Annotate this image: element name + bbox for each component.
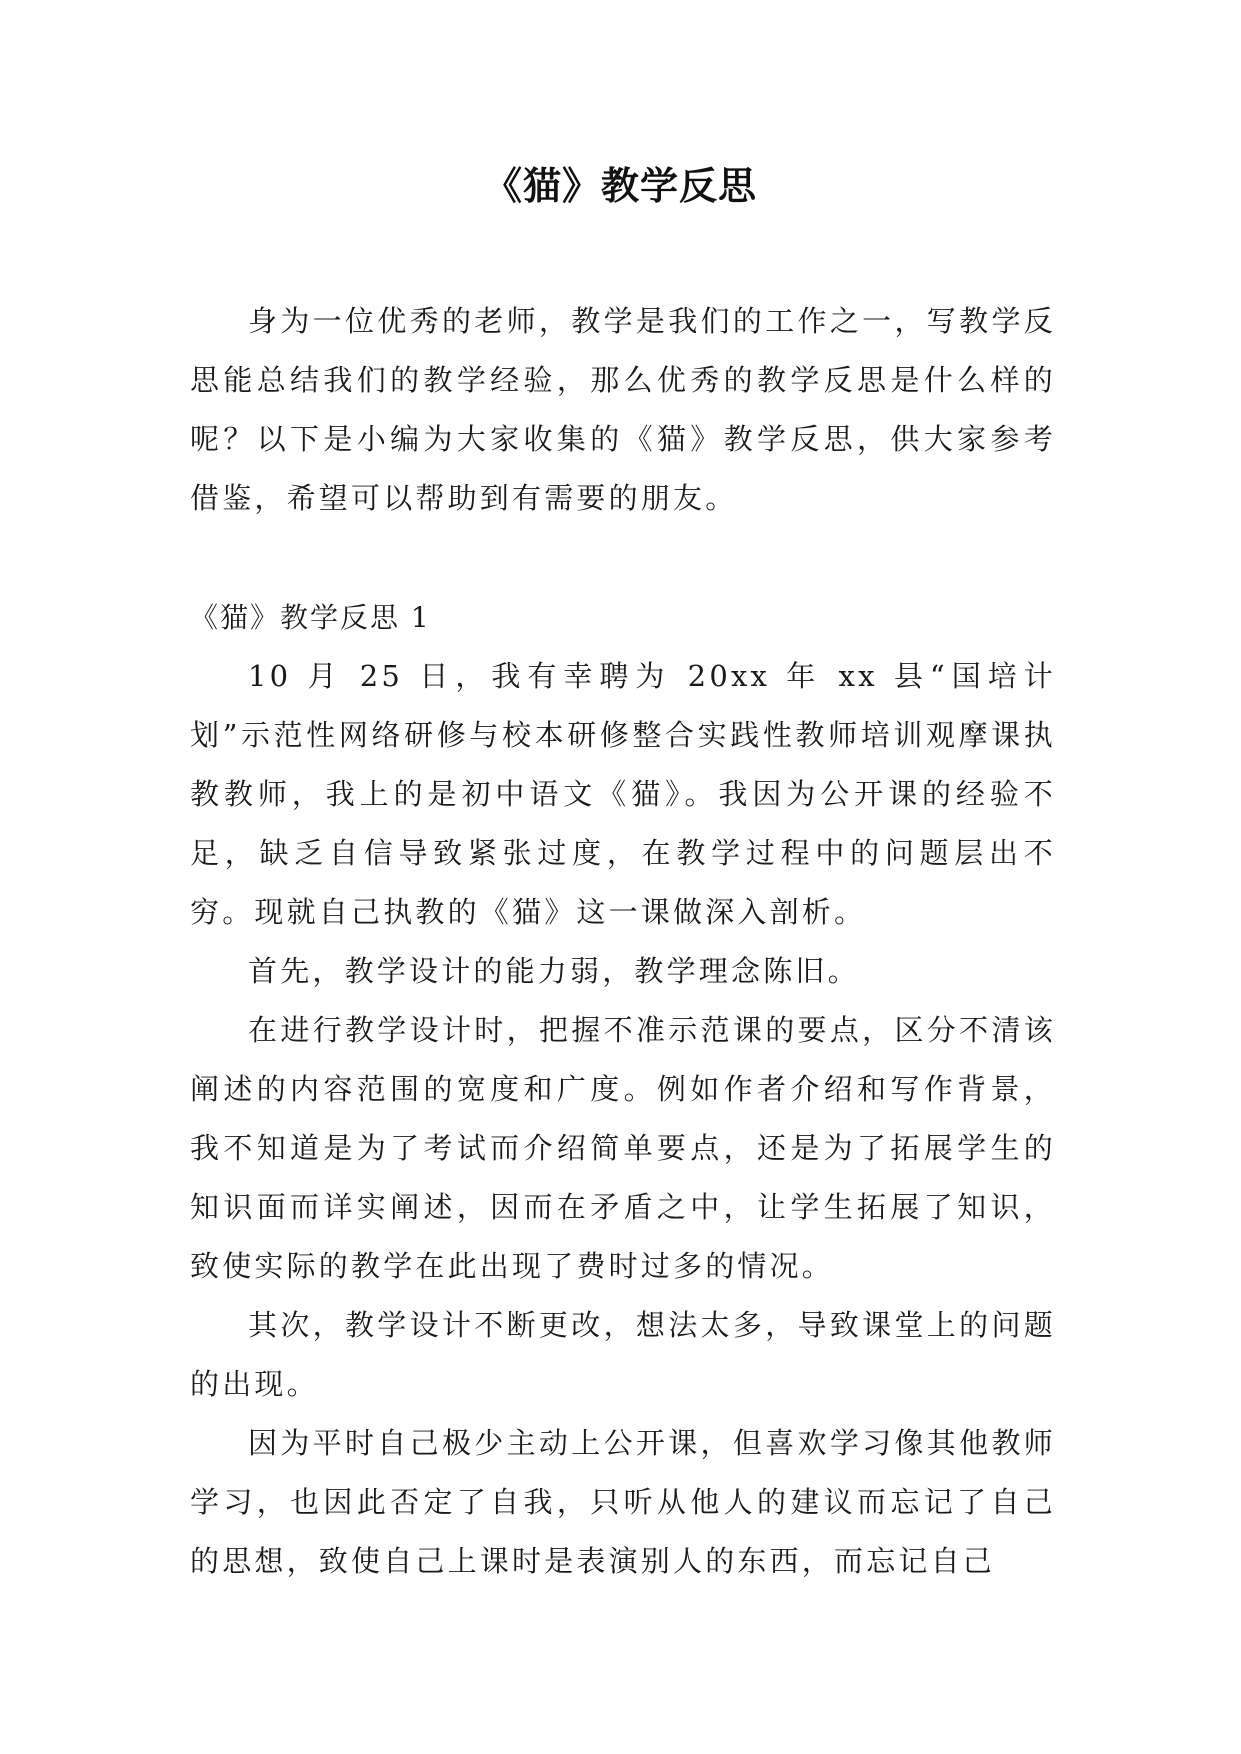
document-title: 《猫》教学反思 [483, 164, 757, 208]
body-paragraph: 其次，教学设计不断更改，想法太多，导致课堂上的问题的出现。 [190, 1308, 1056, 1401]
intro-paragraph: 身为一位优秀的老师，教学是我们的工作之一，写教学反思能总结我们的教学经验，那么优秀的教学反思是什么样的呢？以下是小编为大家收集的《猫》教学反思，供大家参考借鉴，希望可以帮助到有需要的朋友。 [190, 304, 1056, 515]
body-paragraph: 因为平时自己极少主动上公开课，但喜欢学习像其他教师学习，也因此否定了自我，只听从他人的建议而忘记了自己的思想，致使自己上课时是表演别人的东西，而忘记自己 [190, 1426, 1056, 1578]
section-heading: 《猫》教学反思 1 [190, 601, 431, 634]
body-paragraph: 首先，教学设计的能力弱，教学理念陈旧。 [248, 954, 860, 988]
document-body [190, 292, 1056, 1591]
body-paragraph: 在进行教学设计时，把握不准示范课的要点，区分不清该阐述的内容范围的宽度和广度。例如作者介绍和写作背景，我不知道是为了考试而介绍简单要点，还是为了拓展学生的知识面而详实阐述，因而在矛盾之中，让学生拓展了知识，致使实际的教学在此出现了费时过多的情况。 [190, 1013, 1056, 1283]
body-paragraph: 10 月 25 日，我有幸聘为 20xx 年 xx 县“国培计划”示范性网络研修与校本研修整合实践性教师培训观摩课执教教师，我上的是初中语文《猫》。我因为公开课的经验不足，缺乏自信导致紧张过度，在教学过程中的问题层出不穷。现就自己执教的《猫》这一课做深入剖析。 [190, 659, 1056, 929]
